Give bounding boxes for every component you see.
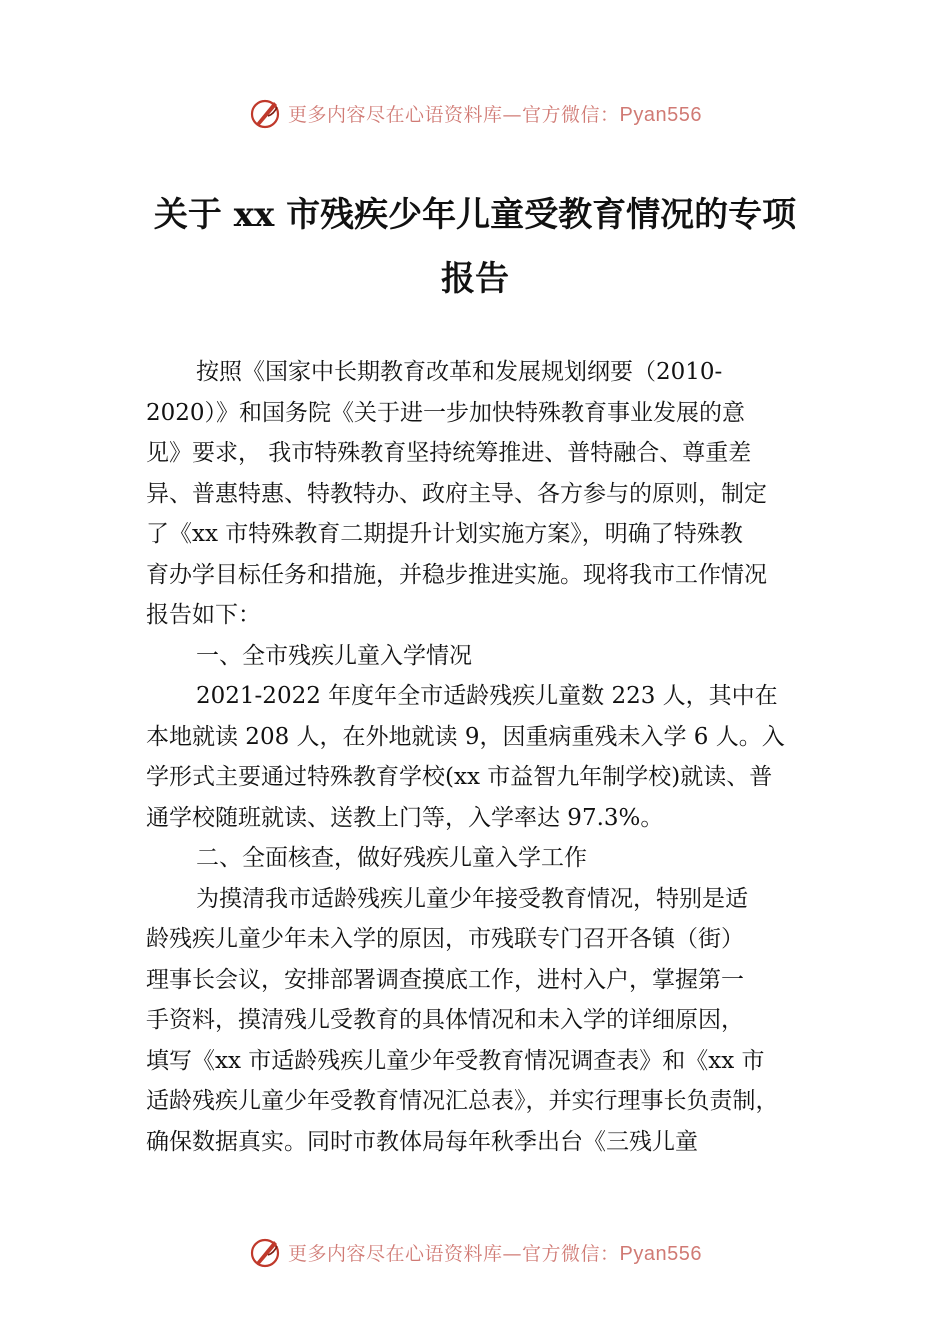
banner-text (288, 1239, 702, 1266)
body-text-line: 异、普惠特惠、特教特办、政府主导、各方参与的原则，制定 (146, 480, 767, 507)
body-text-line: 二、全面核查，做好残疾儿童入学工作 (196, 845, 587, 871)
body-text-line: 2020）》和国务院《关于进一步加快特殊教育事业发展的意 (146, 399, 746, 426)
header-watermark-banner (0, 93, 950, 133)
body-text-line: 本地就读 208 人，在外地就读 9，因重病重残未入学 6 人。入 (146, 723, 785, 750)
body-text-line: 学形式主要通过特殊教育学校(xx 市益智九年制学校)就读、普 (146, 764, 773, 790)
body-text-line: 见》要求， 我市特殊教育坚持统筹推进、普特融合、尊重差 (146, 440, 752, 466)
body-text-line: 2021-2022 年度年全市适龄残疾儿童数 223 人，其中在 (196, 683, 778, 709)
banner-text (288, 100, 702, 127)
body-text-line: 龄残疾儿童少年未入学的原因，市残联专门召开各镇（街） (146, 926, 744, 952)
banner-wechat-id: Pyan556 (619, 103, 702, 126)
body-text-line: 一、全市残疾儿童入学情况 (196, 642, 472, 669)
document-title (0, 183, 950, 311)
quill-seal-icon (248, 1235, 282, 1269)
body-text-line: 理事长会议，安排部署调查摸底工作，进村入户，掌握第一 (146, 966, 744, 993)
footer-watermark-banner (0, 1232, 950, 1272)
quill-seal-icon (248, 96, 282, 130)
body-text-line: 为摸清我市适龄残疾儿童少年接受教育情况，特别是适 (196, 885, 748, 912)
title-line-1: 关于 xx 市残疾少年儿童受教育情况的专项 (153, 195, 797, 235)
title-line-2: 报告 (441, 259, 509, 299)
banner-label: 更多内容尽在心语资料库—官方微信： (288, 1242, 620, 1265)
body-text-line: 按照《国家中长期教育改革和发展规划纲要（2010- (196, 359, 723, 385)
body-text-line: 育办学目标任务和措施，并稳步推进实施。现将我市工作情况 (146, 561, 767, 588)
banner-wechat-id: Pyan556 (619, 1242, 702, 1265)
document-body (146, 352, 836, 1162)
body-text-line: 填写《xx 市适龄残疾儿童少年受教育情况调查表》和《xx 市 (146, 1047, 765, 1074)
body-text-line: 确保数据真实。同时市教体局每年秋季出台《三残儿童 (146, 1128, 698, 1155)
body-text-line: 报告如下： (146, 602, 261, 628)
body-text-line: 手资料，摸清残儿受教育的具体情况和未入学的详细原因， (146, 1007, 744, 1033)
body-text-line: 适龄残疾儿童少年受教育情况汇总表》，并实行理事长负责制， (146, 1088, 779, 1114)
body-text-line: 了《xx 市特殊教育二期提升计划实施方案》，明确了特殊教 (146, 521, 743, 547)
banner-label: 更多内容尽在心语资料库—官方微信： (288, 103, 620, 126)
body-text-line: 通学校随班就读、送教上门等，入学率达 97.3%。 (146, 804, 664, 831)
